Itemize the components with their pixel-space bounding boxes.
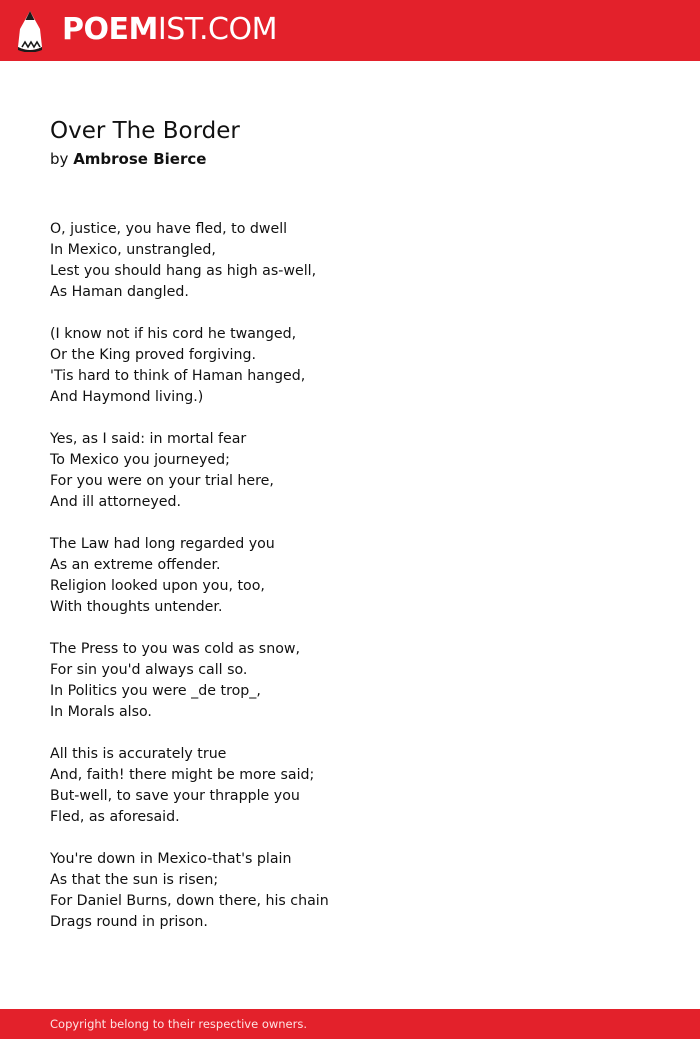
- poem-line: And Haymond living.): [50, 389, 204, 405]
- poem-line: Religion looked upon you, too,: [50, 578, 265, 594]
- stanza: [50, 429, 670, 513]
- poem-line: For Daniel Burns, down there, his chain: [50, 893, 329, 909]
- poem-line: As Haman dangled.: [50, 284, 189, 300]
- poem-line: Drags round in prison.: [50, 914, 208, 930]
- stanza: [50, 849, 670, 933]
- poem-line: For sin you'd always call so.: [50, 662, 248, 678]
- poem-line: All this is accurately true: [50, 746, 227, 762]
- poem-line: In Mexico, unstrangled,: [50, 242, 216, 258]
- poem-author: Ambrose Bierce: [73, 150, 207, 168]
- site-header: [0, 0, 700, 61]
- copyright-notice: Copyright belong to their respective owners.: [50, 1017, 308, 1031]
- pencil-icon[interactable]: [16, 9, 44, 52]
- poem-line: The Law had long regarded you: [50, 536, 275, 552]
- poem-line: With thoughts untender.: [50, 599, 223, 615]
- site-logo-text[interactable]: [62, 12, 277, 48]
- poem-line: (I know not if his cord he twanged,: [50, 326, 297, 342]
- poem-line: And, faith! there might be more said;: [50, 767, 315, 783]
- poem-title: Over The Border: [50, 118, 240, 144]
- poem-line: But-well, to save your thrapple you: [50, 788, 300, 804]
- stanza: [50, 324, 670, 408]
- poem-line: 'Tis hard to think of Haman hanged,: [50, 368, 306, 384]
- site-footer: [0, 1009, 700, 1039]
- brand-bold-part: POEM: [62, 12, 158, 47]
- stanza: [50, 744, 670, 828]
- poem-line: You're down in Mexico-that's plain: [50, 851, 292, 867]
- poem-body: [50, 219, 670, 954]
- poem-line: And ill attorneyed.: [50, 494, 181, 510]
- stanza: [50, 219, 670, 303]
- brand-light-part: IST.COM: [157, 12, 277, 47]
- poem-line: In Morals also.: [50, 704, 152, 720]
- poem-line: For you were on your trial here,: [50, 473, 274, 489]
- poem-line: O, justice, you have fled, to dwell: [50, 221, 288, 237]
- poem-line: As an extreme offender.: [50, 557, 221, 573]
- by-label: by: [50, 150, 69, 168]
- stanza: [50, 534, 670, 618]
- poem-line: Lest you should hang as high as-well,: [50, 263, 317, 279]
- poem-line: Yes, as I said: in mortal fear: [50, 431, 247, 447]
- poem-byline: [50, 148, 206, 170]
- poem-line: Or the King proved forgiving.: [50, 347, 256, 363]
- poem-line: The Press to you was cold as snow,: [50, 641, 300, 657]
- poem-line: In Politics you were _de trop_,: [50, 683, 261, 699]
- poem-line: Fled, as aforesaid.: [50, 809, 180, 825]
- stanza: [50, 639, 670, 723]
- poem-line: As that the sun is risen;: [50, 872, 219, 888]
- poem-line: To Mexico you journeyed;: [50, 452, 230, 468]
